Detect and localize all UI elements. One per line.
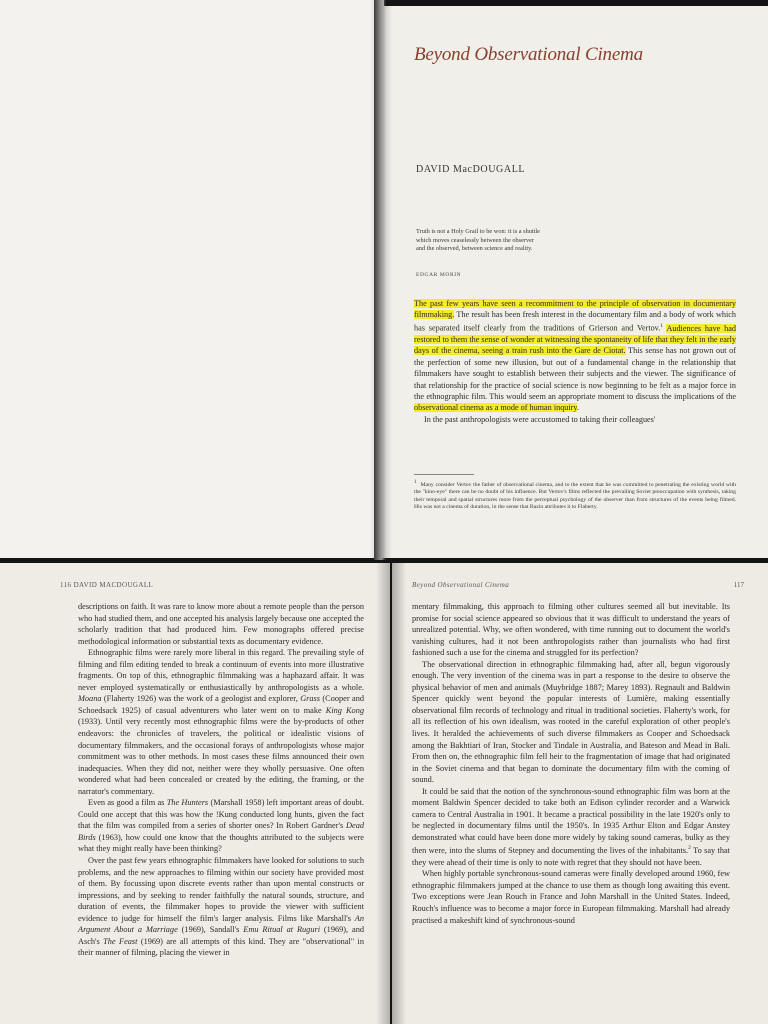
film-title: King Kong xyxy=(325,705,364,715)
page-117-body xyxy=(412,601,730,926)
film-title: Moana xyxy=(78,694,102,704)
film-title: Emu Ritual at Ruguri xyxy=(243,925,321,935)
footnote-rule xyxy=(414,474,474,475)
page-gutter-shadow xyxy=(376,563,390,1024)
paragraph: descriptions on faith. It was rare to know more about a remote people than the person who had studied them, and one accepted his analysis largely because one accepted the scholarly tradition that had produced him. Few monographs offered precise methodological information or substantial texts as documentary evidence. xyxy=(78,602,364,646)
page-number: 117 xyxy=(733,581,744,589)
paragraph: The observational direction in ethnographic filmmaking had, after all, begun vigorously enough. The very invention of the cinema was in part a response to the desire to observe the physical behavior of men and animals (Muybridge 1887; Marey 1893). Regnault and Baldwin Spencer quickly went beyond the popular interests of Lumière, making essentially observational film records of technology and ritual in traditional societies. Flaherty's work, for all its reflection of his own idealism, was rooted in the careful exploration of other people's lives. It heralded the achievements of such diverse filmmakers as Cooper and Schoedsack among the Bakhtiari of Iran, Stocker and Tindale in Australia, and Bateson and Mead in Bali. From then on, the ethnographic film fell heir to the fragmentation of image that had originated in the Soviet cinema and that began to dominate the documentary film with the coming of sound. xyxy=(412,659,730,785)
page-117 xyxy=(392,563,768,1024)
footnote-1: 1 Many consider Vertov the father of observational cinema, and to the extent that he was committed to penetrating the existing world with the "kino-eye" there can be no doubt of his influence. But Vertov's films reflected the prevailing Soviet preoccupation with synthesis, taking their temporal and spatial structures more from the perceptual psychology of the observer than from structures of the events being filmed. His was not a cinema of duration, in the sense that Bazin attributes it to Flaherty. xyxy=(414,480,736,511)
chapter-opening-page xyxy=(378,6,768,558)
highlight-1: The past few years have seen a recommitment to the principle of observation in documentary filmmaking. xyxy=(414,299,736,320)
footnote-ref: 2 xyxy=(688,845,691,852)
film-title: The Hunters xyxy=(166,798,209,808)
film-title: Grass xyxy=(300,694,321,704)
page-116 xyxy=(0,563,390,1024)
book-spine-shadow xyxy=(374,0,386,560)
page-gutter-shadow xyxy=(392,563,406,1024)
epigraph-text: Truth is not a Holy Grail to be won: it is a shuttle which moves ceaselessly between the observer and the observed, between science and reality. xyxy=(416,228,540,252)
film-title: The Feast xyxy=(103,936,138,946)
opening-body-text xyxy=(414,298,736,425)
chapter-author: DAVID MacDOUGALL xyxy=(416,164,526,175)
running-head: Beyond Observational Cinema xyxy=(412,581,510,589)
paragraph: mentary filmmaking, this approach to filming other cultures seemed all but inevitable. Its promise for social science appeared so obvious that it was difficult to understand the years of unrealized potential. Why, we often wondered, with time running out to document the world's vanishing cultures, had it not been anthropologists rather than journalists who had first fashioned such a use for the cinema and struggled for its perfection? xyxy=(412,602,730,658)
paragraph: Over the past few years ethnographic filmmakers have looked for solutions to such problems, and the new approaches to filming within our society have provided most of them. By focussing upon discrete events rather than upon mental constructs or impressions, and by seeking to render faithfully the natural sounds, structure, and duration of events, the filmmaker hopes to provide the viewer with sufficient evidence to judge for himself the film's larger analysis. Films like Marshall's An Argument About a Marriage (1969), Sandall's Emu Ritual at Ruguri (1969), and Asch's The Feast (1969) are all attempts of this kind. They are "observational" in their manner of filming, placing the viewer in xyxy=(78,856,365,958)
film-title: An Argument About a Marriage xyxy=(78,913,364,935)
blank-page-left xyxy=(0,0,384,558)
footnote-ref: 1 xyxy=(660,322,664,329)
page-116-body xyxy=(78,601,364,959)
running-head: 116 DAVID MACDOUGALL xyxy=(60,581,154,589)
opening-paragraph: The past few years have seen a recommitment to the principle of observation in documentary filmmaking. The result has been fresh interest in the documentary film and a body of work which has separated itself clearly from the traditions of Grierson and Vertov.$^1$ Audiences have had restored to them the sense of wonder at witnessing the spontaneity of life that they felt in the early days of the cinema, seeing a train rush into the Gare de Ciotat. This sense has not grown out of the perfection of some new illusion, but out of a fundamental change in the relationship that filmmakers have sought to establish between their subjects and the viewer. The significance of that relationship for the practice of social science is now beginning to be felt as a major force in the ethnographic film. This would seem an appropriate moment to discuss the implications of the observational cinema as a mode of human inquiry. xyxy=(414,299,736,413)
paragraph: Ethnographic films were rarely more liberal in this regard. The prevailing style of filming and film editing tended to break a continuum of events into more illustrative fragments. On top of this, ethnographic filmmaking was a haphazard affair. It was never employed systematically or enthusiastically by anthropologists as a whole. Moana (Flaherty 1926) was the work of a geologist and explorer, Grass (Cooper and Schoedsack 1925) of casual adventurers who later went on to make King Kong (1933). Until very recently most ethnographic films were the by-products of other endeavors: the chronicles of travelers, the political or idealistic visions of documentary filmmakers, and the occasional forays of anthropologists whose major commitment was to other methods. In most cases these films announced their own inadequacies. When they did not, neither were they wholly persuasive. One often wondered what had been concealed or created by the editing, the framing, or the narrator's commentary. xyxy=(78,648,364,796)
chapter-title: Beyond Observational Cinema xyxy=(414,44,643,65)
highlight-3: observational cinema as a mode of human inquiry xyxy=(414,403,577,413)
paragraph: It could be said that the notion of the synchronous-sound ethnographic film was born at the moment Baldwin Spencer decided to take both an Edison cylinder recorder and a Warwick camera to Central Australia in 1901. It became a practical possibility in the late 1920's only to be neglected in documentary films until the 1950's. In 1935 Arthur Elton and Edgar Anstey demonstrated what could have been done more widely by taking sound cameras, bulky as they then were, into the slums of Stepney and documenting the lives of the inhabitants.$^2$ To say that they were ahead of their time is only to note with regret that they should not have been. xyxy=(412,786,730,867)
epigraph-source: EDGAR MORIN xyxy=(416,272,462,278)
paragraph: When highly portable synchronous-sound cameras were finally developed around 1960, few ethnographic filmmakers jumped at the chance to use them as though long awaiting this event. Two exceptions were Jean Rouch in France and John Marshall in the United States. Indeed, Rouch's influence was to become a major force in European filmmaking. Marshall had already practised a makeshift kind of synchronous-sound xyxy=(412,869,730,925)
highlight-2: Audiences have had restored to them the sense of wonder at witnessing the spontaneity of life that they felt in the early days of the cinema, seeing a train rush into the Gare de Ciotat. xyxy=(414,323,736,356)
paragraph: Even as good a film as The Hunters (Marshall 1958) left important areas of doubt. Could one accept that this was how the !Kung conducted long hunts, given the fact that the film was compiled from a series of shorter ones? In Robert Gardner's Dead Birds (1963), how could one know that the thoughts attributed to the subjects were what they might really have been thinking? xyxy=(78,798,364,854)
film-title: Dead Birds xyxy=(78,821,364,842)
second-paragraph: In the past anthropologists were accustomed to taking their colleagues' xyxy=(424,414,656,424)
